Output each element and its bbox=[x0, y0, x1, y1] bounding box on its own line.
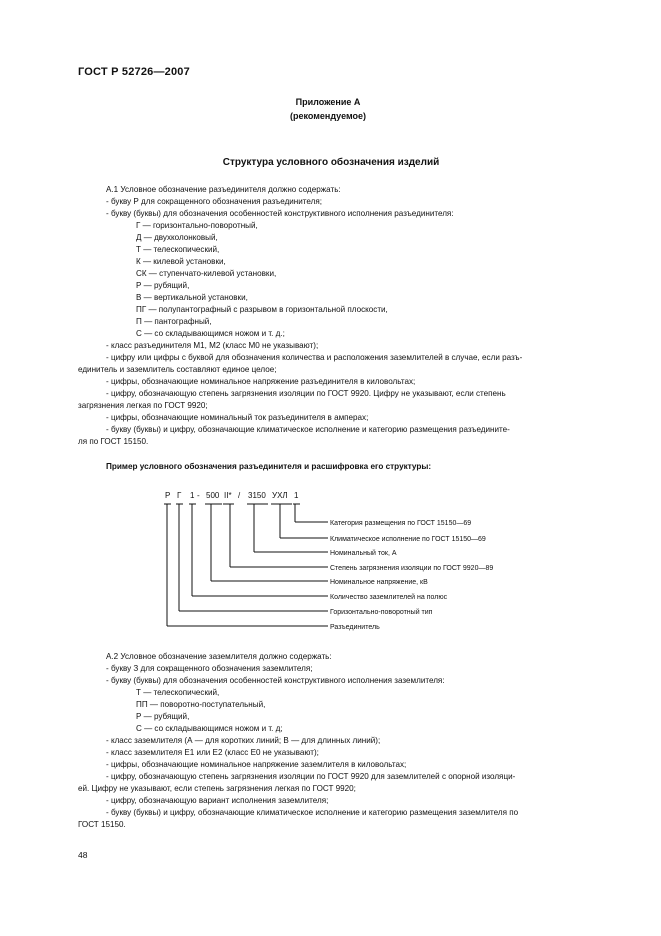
text-line: Т — телескопический, bbox=[136, 688, 220, 697]
text-line: Д — двухколонковый, bbox=[136, 233, 218, 242]
text-line: А.2 Условное обозначение заземлителя должно содержать: bbox=[106, 652, 332, 661]
text-line: ей. Цифру не указывают, если степень загрязнения легкая по ГОСТ 9920; bbox=[78, 784, 356, 793]
text-line: - букву (буквы) для обозначения особенностей конструктивного исполнения разъединителя: bbox=[106, 209, 454, 218]
text-line: - букву (буквы) и цифру, обозначающие климатическое исполнение и категорию размещения заземлителя по bbox=[106, 808, 519, 817]
leader-label: Количество заземлителей на полюс bbox=[330, 594, 448, 601]
text-line: - цифру или цифры с буквой для обозначения количества и расположения заземлителей в случае, если разъ- bbox=[106, 353, 523, 362]
text-line: - класс заземлителя (А — для коротких линий; В — для длинных линий); bbox=[106, 736, 381, 745]
text-line: Т — телескопический, bbox=[136, 245, 220, 254]
document-header: ГОСТ Р 52726—2007 bbox=[78, 66, 190, 78]
text-line: - букву Р для сокращенного обозначения разъединителя; bbox=[106, 197, 323, 206]
text-line: ГОСТ 15150. bbox=[78, 820, 126, 829]
text-line: Р — рубящий, bbox=[136, 712, 190, 721]
code-part: 1 bbox=[294, 491, 299, 500]
code-part: 1 bbox=[190, 491, 195, 500]
text-line: ля по ГОСТ 15150. bbox=[78, 437, 149, 446]
text-line: - букву (буквы) для обозначения особенностей конструктивного исполнения заземлителя: bbox=[106, 676, 445, 685]
text-line: Р — рубящий, bbox=[136, 281, 190, 290]
code-part: Р bbox=[165, 491, 171, 500]
text-line: - букву З для сокращенного обозначения заземлителя; bbox=[106, 664, 313, 673]
code-part: УХЛ bbox=[272, 491, 288, 500]
text-line: С — со складывающимся ножом и т. д; bbox=[136, 724, 283, 733]
text-line: К — килевой установки, bbox=[136, 257, 226, 266]
code-part: / bbox=[238, 491, 241, 500]
leader-label: Номинальный ток, А bbox=[330, 550, 397, 557]
code-part: II* bbox=[224, 491, 232, 500]
leader-label: Категория размещения по ГОСТ 15150—69 bbox=[330, 520, 472, 527]
text-line: ПП — поворотно-поступательный, bbox=[136, 700, 266, 709]
text-line: - цифры, обозначающие номинальный ток разъединителя в амперах; bbox=[106, 413, 369, 422]
text-line: - цифру, обозначающую вариант исполнения заземлителя; bbox=[106, 796, 329, 805]
clause-a2 bbox=[78, 651, 584, 831]
text-line: ПГ — полупантографный с разрывом в горизонтальной плоскости, bbox=[136, 305, 388, 314]
section-title: Структура условного обозначения изделий bbox=[222, 157, 440, 168]
page-number: 48 bbox=[78, 850, 88, 860]
text-line: - букву (буквы) и цифру, обозначающие климатическое исполнение и категорию размещения разъедините- bbox=[106, 425, 510, 434]
code-part: 500 bbox=[206, 491, 220, 500]
text-line: - цифру, обозначающую степень загрязнения изоляции по ГОСТ 9920 для заземлителей с опорной изоляци- bbox=[106, 772, 516, 781]
leader-label: Климатическое исполнение по ГОСТ 15150—69 bbox=[330, 536, 486, 543]
text-line: П — пантографный, bbox=[136, 317, 212, 326]
code-part: - bbox=[197, 491, 200, 500]
leader-label: Горизонтально-поворотный тип bbox=[330, 609, 433, 616]
text-line: С — со складывающимся ножом и т. д.; bbox=[136, 329, 285, 338]
text-line: - цифру, обозначающую степень загрязнения изоляции по ГОСТ 9920. Цифру не указывают, если степень bbox=[106, 389, 506, 398]
text-line: единитель и заземлитель составляют единое целое; bbox=[78, 365, 277, 374]
text-line: загрязнения легкая по ГОСТ 9920; bbox=[78, 401, 208, 410]
text-line: - цифры, обозначающие номинальное напряжение разъединителя в киловольтах; bbox=[106, 377, 416, 386]
text-line: А.1 Условное обозначение разъединителя должно содержать: bbox=[106, 185, 341, 194]
leader-label: Степень загрязнения изоляции по ГОСТ 9920—89 bbox=[330, 565, 494, 572]
example-title: Пример условного обозначения разъединителя и расшифровка его структуры: bbox=[106, 462, 432, 471]
text-line: - класс заземлителя Е1 или Е2 (класс Е0 не указывают); bbox=[106, 748, 319, 757]
text-line: СК — ступенчато-килевой установки, bbox=[136, 269, 277, 278]
text-line: - класс разъединителя М1, М2 (класс М0 не указывают); bbox=[106, 341, 319, 350]
leader-label: Разъединитель bbox=[330, 624, 380, 631]
code-part: 3150 bbox=[248, 491, 266, 500]
appendix-subtitle: (рекомендуемое) bbox=[290, 111, 366, 121]
text-line: В — вертикальной установки, bbox=[136, 293, 248, 302]
text-line: - цифры, обозначающие номинальное напряжение заземлителя в киловольтах; bbox=[106, 760, 407, 769]
appendix-title: Приложение А bbox=[295, 97, 361, 107]
leader-label: Номинальное напряжение, кВ bbox=[330, 579, 428, 586]
text-line: Г — горизонтально-поворотный, bbox=[136, 221, 258, 230]
code-part: Г bbox=[177, 491, 182, 500]
